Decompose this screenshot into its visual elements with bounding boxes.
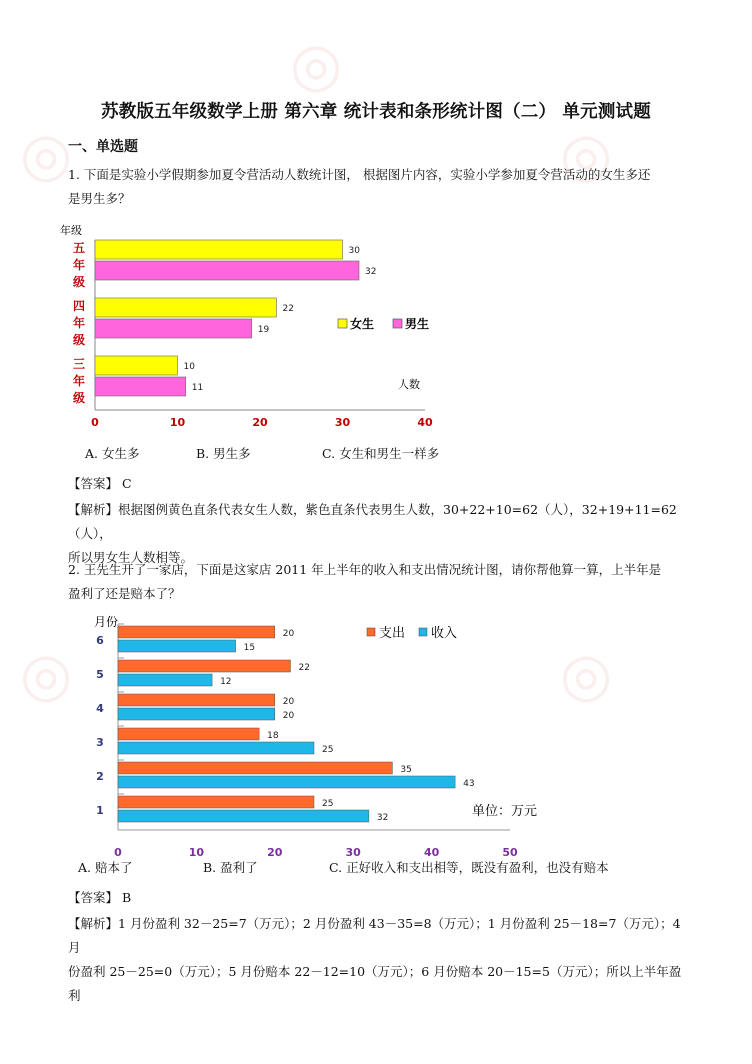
- data-label: 20: [282, 629, 295, 639]
- data-label: 22: [298, 663, 310, 673]
- q2-option-b[interactable]: B. 盈利了: [203, 860, 258, 875]
- x-tick-label: 0: [91, 416, 99, 429]
- legend-swatch: [393, 319, 402, 328]
- data-label: 10: [183, 362, 195, 372]
- category-label: 4: [96, 702, 104, 715]
- bar: [118, 694, 275, 706]
- watermark: ◎: [560, 120, 613, 190]
- legend-swatch: [338, 319, 347, 328]
- q2-option-a[interactable]: A. 赔本了: [78, 860, 133, 875]
- data-label: 19: [257, 325, 270, 335]
- data-label: 32: [376, 813, 389, 823]
- data-label: 22: [282, 304, 294, 314]
- x-tick-label: 40: [423, 846, 440, 859]
- legend-swatch: [367, 628, 375, 636]
- bar: [95, 319, 252, 338]
- question-2-line-1: 2. 王先生开了一家店，下面是这家店 2011 年上半年的收入和支出情况统计图，请你帮他算一算，上半年是: [68, 562, 662, 577]
- question-1-text: [68, 163, 688, 211]
- data-label: 20: [282, 711, 295, 721]
- analysis-line-1: 1 月份盈利 32－25=7（万元）；2 月份盈利 43－35=8（万元）；1 月份盈利 25－18=7（万元）；4 月: [68, 916, 681, 955]
- y-axis-label: 月份: [94, 615, 119, 629]
- bar: [118, 626, 275, 638]
- x-tick-label: 30: [334, 416, 351, 429]
- question-1-line-1: 1. 下面是实验小学假期参加夏令营活动人数统计图， 根据图片内容，实验小学参加夏令营活动的女生多还: [68, 167, 651, 182]
- x-tick-label: 10: [169, 416, 186, 429]
- analysis-line-2: 份盈利 25－25=0（万元）；5 月份赔本 22－12=10（万元）；6 月份赔本 20－15=5（万元）；所以上半年盈利: [68, 964, 682, 1003]
- analysis-label: 【解析】: [68, 916, 119, 931]
- data-label: 35: [400, 765, 412, 775]
- bar: [118, 640, 236, 652]
- bar: [118, 742, 314, 754]
- question-1-line-2: 是男生多？: [68, 191, 131, 206]
- bar: [95, 298, 277, 317]
- legend-label: 女生: [350, 317, 375, 331]
- data-label: 11: [191, 383, 204, 393]
- x-tick-label: 50: [502, 846, 518, 859]
- q1-answer: [68, 474, 132, 492]
- data-label: 12: [220, 677, 232, 687]
- answer-value: C: [122, 476, 132, 491]
- unit-label: 单位：万元: [472, 804, 538, 819]
- category-label: 3: [96, 736, 104, 749]
- watermark: ◎: [290, 30, 343, 100]
- legend-label: 收入: [431, 626, 458, 641]
- bar: [118, 660, 290, 672]
- bar: [118, 776, 455, 788]
- category-label: 四: [73, 299, 86, 313]
- bar: [118, 796, 314, 808]
- bar: [118, 762, 392, 774]
- bar: [95, 377, 186, 396]
- category-label: 年: [73, 316, 86, 330]
- watermark: ◎: [560, 640, 613, 710]
- x-tick-label: 30: [345, 846, 361, 859]
- data-label: 20: [282, 697, 295, 707]
- category-label: 6: [96, 634, 104, 647]
- watermark: ◎: [20, 120, 73, 190]
- y-axis-label: 年级: [60, 224, 82, 237]
- x-tick-label: 40: [417, 416, 433, 429]
- question-2-text: [68, 558, 688, 606]
- legend-label: 支出: [379, 626, 406, 641]
- category-label: 年: [73, 374, 86, 388]
- bar: [95, 261, 359, 280]
- x-tick-label: 0: [114, 846, 122, 859]
- data-label: 30: [348, 246, 360, 256]
- bar: [95, 356, 178, 375]
- category-label: 级: [73, 391, 86, 405]
- q1-option-b[interactable]: B. 男生多: [196, 446, 251, 461]
- category-label: 级: [73, 333, 86, 347]
- question-2-line-2: 盈利了还是赔本了？: [68, 586, 181, 601]
- data-label: 18: [267, 731, 279, 741]
- x-tick-label: 10: [188, 846, 205, 859]
- chart-1: [60, 222, 460, 432]
- analysis-line-1: 根据图例黄色直条代表女生人数，紫色直条代表男生人数，30+22+10=62（人），32+19+11=62（人），: [68, 502, 677, 541]
- category-label: 2: [96, 770, 104, 783]
- category-label: 1: [96, 804, 104, 817]
- category-label: 三: [73, 357, 86, 371]
- data-label: 43: [463, 779, 475, 789]
- x-tick-label: 20: [267, 846, 283, 859]
- x-axis-label: 人数: [398, 378, 420, 391]
- q2-analysis: [68, 912, 688, 1008]
- data-label: 15: [243, 643, 256, 653]
- bar: [95, 240, 343, 259]
- watermark: ◎: [20, 640, 73, 710]
- bar: [118, 674, 212, 686]
- answer-label: 【答案】: [68, 476, 119, 491]
- bar: [118, 810, 369, 822]
- q1-option-a[interactable]: A. 女生多: [85, 446, 140, 461]
- page-title: 苏教版五年级数学上册 第六章 统计表和条形统计图（二） 单元测试题: [101, 102, 651, 122]
- q1-option-c[interactable]: C. 女生和男生一样多: [322, 446, 440, 461]
- data-label: 32: [365, 267, 377, 277]
- answer-value: B: [122, 890, 132, 905]
- analysis-label: 【解析】: [68, 502, 119, 517]
- legend-label: 男生: [405, 317, 430, 331]
- chart-2: [80, 612, 560, 859]
- category-label: 5: [96, 668, 104, 681]
- data-label: 25: [322, 745, 334, 755]
- q2-option-c[interactable]: C. 正好收入和支出相等，既没有盈利，也没有赔本: [329, 860, 609, 875]
- category-label: 年: [73, 258, 86, 272]
- bar: [118, 728, 259, 740]
- bar: [118, 708, 275, 720]
- analysis-line-2: 所以男女生人数相等。: [68, 550, 194, 565]
- answer-label: 【答案】: [68, 890, 119, 905]
- x-tick-label: 20: [252, 416, 268, 429]
- data-label: 25: [322, 799, 334, 809]
- category-label: 五: [73, 241, 86, 255]
- section-heading: 一、单选题: [68, 139, 138, 155]
- q2-answer: [68, 888, 131, 906]
- legend-swatch: [419, 628, 427, 636]
- category-label: 级: [73, 275, 86, 289]
